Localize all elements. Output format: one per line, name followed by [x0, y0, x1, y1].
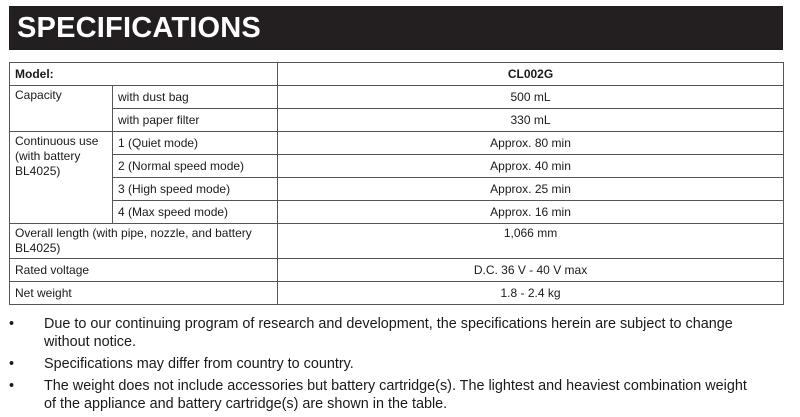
note-item-2 — [9, 355, 789, 373]
table-row-capacity-paper-filter — [10, 109, 784, 132]
table-row-continuous-quiet — [10, 132, 784, 155]
specifications-table — [9, 62, 784, 305]
rated-voltage-value: D.C. 36 V - 40 V max — [278, 259, 784, 282]
table-row-continuous-high — [10, 178, 784, 201]
page-title: SPECIFICATIONS — [17, 12, 261, 44]
mode-3-sub: 3 (High speed mode) — [113, 178, 278, 201]
capacity-value-dust-bag: 500 mL — [278, 86, 784, 109]
model-label: Model: — [10, 63, 278, 86]
specifications-banner — [9, 6, 783, 50]
overall-length-label-line1: Overall length (with pipe, nozzle, and battery — [15, 226, 252, 240]
table-row-continuous-normal — [10, 155, 784, 178]
bullet-icon: • — [9, 378, 15, 394]
note-item-3 — [9, 377, 789, 413]
continuous-use-label-line1: Continuous use — [15, 134, 99, 148]
model-value: CL002G — [278, 63, 784, 86]
mode-2-sub: 2 (Normal speed mode) — [113, 155, 278, 178]
overall-length-label-line2: BL4025) — [15, 241, 61, 255]
table-row-overall-length — [10, 224, 784, 259]
table-row-model — [10, 63, 784, 86]
table-row-continuous-max — [10, 201, 784, 224]
note-2-line1: Specifications may differ from country to country. — [44, 356, 354, 372]
rated-voltage-label: Rated voltage — [10, 259, 278, 282]
mode-4-sub: 4 (Max speed mode) — [113, 201, 278, 224]
continuous-use-label — [10, 132, 113, 224]
mode-3-value: Approx. 25 min — [278, 178, 784, 201]
mode-1-value: Approx. 80 min — [278, 132, 784, 155]
capacity-value-paper-filter: 330 mL — [278, 109, 784, 132]
mode-2-value: Approx. 40 min — [278, 155, 784, 178]
note-3-line2: of the appliance and battery cartridge(s) are shown in the table. — [44, 396, 448, 412]
mode-4-value: Approx. 16 min — [278, 201, 784, 224]
note-3-line1: The weight does not include accessories but battery cartridge(s). The lightest and heaviest combination weight — [44, 378, 747, 394]
table-row-net-weight — [10, 282, 784, 305]
bullet-icon: • — [9, 356, 15, 372]
notes-list — [9, 315, 789, 417]
capacity-label: Capacity — [10, 86, 113, 132]
bullet-icon: • — [9, 316, 15, 332]
net-weight-value: 1.8 - 2.4 kg — [278, 282, 784, 305]
table-row-rated-voltage — [10, 259, 784, 282]
mode-1-sub: 1 (Quiet mode) — [113, 132, 278, 155]
note-1-line1: Due to our continuing program of research and development, the specifications herein are subject to change — [44, 316, 733, 332]
continuous-use-label-line2: (with battery — [15, 149, 81, 163]
overall-length-value: 1,066 mm — [278, 224, 784, 259]
note-1-line2: without notice. — [44, 334, 136, 350]
table-row-capacity-dust-bag — [10, 86, 784, 109]
capacity-sub-paper-filter: with paper filter — [113, 109, 278, 132]
capacity-sub-dust-bag: with dust bag — [113, 86, 278, 109]
net-weight-label: Net weight — [10, 282, 278, 305]
note-item-1 — [9, 315, 789, 351]
overall-length-label — [10, 224, 278, 259]
continuous-use-label-line3: BL4025) — [15, 164, 61, 178]
